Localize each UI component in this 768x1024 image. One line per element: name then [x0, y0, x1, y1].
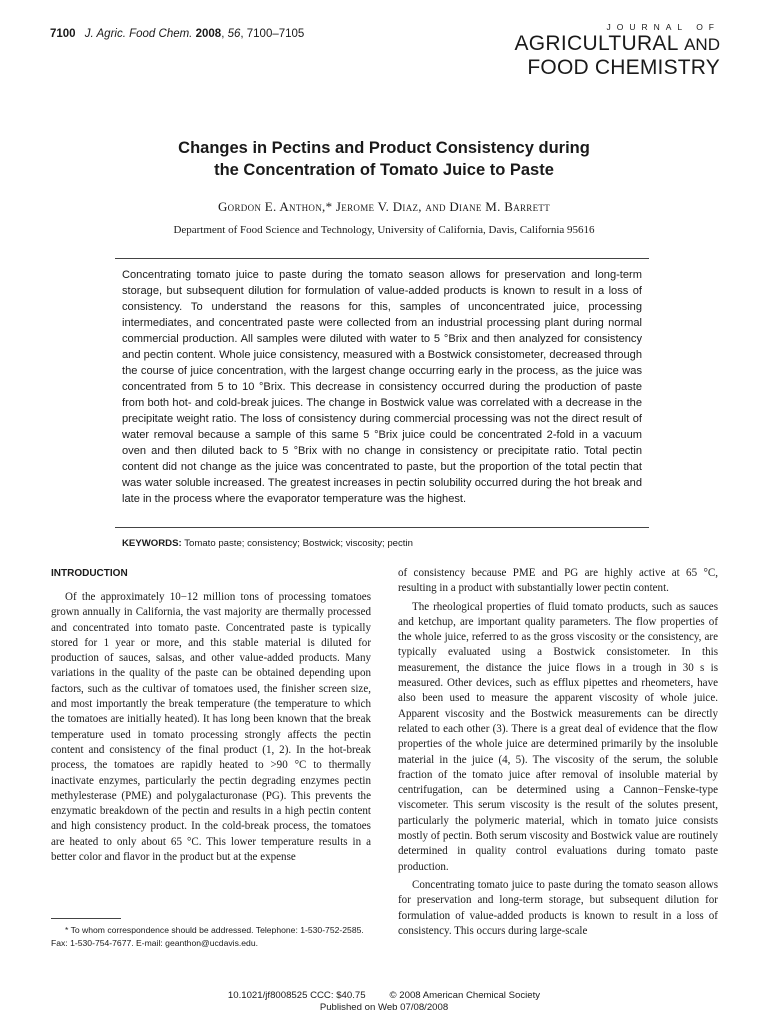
- keywords-label: KEYWORDS:: [122, 538, 182, 549]
- title-line-2: the Concentration of Tomato Juice to Paste: [214, 161, 554, 179]
- section-heading-introduction: INTRODUCTION: [51, 568, 128, 579]
- page-number: 7100: [50, 28, 76, 40]
- journal-year: 2008: [195, 28, 222, 40]
- logo-agricultural: AGRICULTURAL: [514, 32, 678, 55]
- intro-paragraph-3: Concentrating tomato juice to paste during the tomato season allows for preservation and long-term storage, but subsequent dilution for formulation of value-added products is known to result in a loss of consistency. This occurs during large-scale: [398, 878, 718, 937]
- journal-abbrev: J. Agric. Food Chem.: [84, 28, 193, 40]
- journal-logo: [430, 22, 720, 79]
- abstract: Concentrating tomato juice to paste during the tomato season allows for preservation and long-term storage, but subsequent dilution for formulation of value-added products is known to result in a loss of consistency. To understand the reasons for this, samples of unconcentrated juice, processing intermediates, and concentrated paste were collected from an industrial processing plant during normal commercial production. All samples were diluted with water to 5 °Brix and then analyzed for consistency and pectin content. Whole juice consistency, measured with a Bostwick consistometer, decreased through the course of juice concentration, with the largest change occurring early in the process, as the juice was concentrated from 5 to 10 °Brix. This decrease in consistency occurred during the production of paste from both hot- and cold-break juices. The change in Bostwick value was correlated with a decrease in the precipitate weight ratio. The loss of consistency during commercial processing was not the direct result of water removal because a sample of this same 5 °Brix juice could be concentrated 2-fold in a vacuum oven and then diluted back to 5 °Brix with no change in consistency or precipitate ratio. Total pectin content did not change as the juice was concentrated to paste, but the proportion of the total pectin that was water soluble increased. The greatest increases in pectin solubility occurred during the hot break and late in the process where the evaporator temperature was the highest.: [122, 269, 642, 505]
- journal-pages: 7100–7105: [246, 28, 305, 40]
- abstract-top-rule: [115, 258, 649, 259]
- intro-paragraph-1: Of the approximately 10−12 million tons of processing tomatoes grown annually in California, the vast majority are thermally processed and concentrated into tomato paste. Concentrated paste is typically stored for 1 year or more, and this stable material is diluted for production of sauces, salsas, and other value-added products. Many variations in the quality of the paste can be obtained depending upon factors, such as the cultivar of tomatoes used, the finisher screen size, and most importantly the break temperature (the temperature to which the tomatoes are initially heated). It has long been known that the break temperature used in tomato processing strongly affects the pectin content and consistency of the final product (1, 2). In the hot-break process, the tomatoes are rapidly heated to >90 °C to thermally inactivate enzymes, particularly the pectin degrading enzymes pectin methylesterase (PME) and polygalacturonase (PG). This prevents the enzymatic breakdown of the pectin and results in a high pectin content and high consistency product. In the cold-break process, the tomatoes are heated to only about 65 °C. This lower temperature results in a better color and flavor in the product but at the expense: [51, 591, 371, 864]
- logo-food-chemistry: FOOD CHEMISTRY: [527, 56, 720, 79]
- footnote-rule: [51, 918, 121, 919]
- body-column-right: [398, 566, 718, 939]
- footnote-text: * To whom correspondence should be addressed. Telephone: 1-530-752-2585. Fax: 1-530-754-7677. E-mail: geanthon@ucdavis.edu.: [51, 925, 364, 948]
- author-list: Gordon E. Anthon,* Jerome V. Diaz, and Diane M. Barrett: [217, 199, 551, 214]
- intro-paragraph-2: The rheological properties of fluid tomato products, such as sauces and ketchup, are important quality parameters. The flow properties of the whole juice, referred to as the gross viscosity or the consistency, are typically evaluated using a Bostwick consistometer. In this measurement, the distance the juice flows in a trough in 30 s is measured. Other devices, such as efflux pipettes and rheometers, have also been used to measure the apparent viscosity of whole juice. Apparent viscosity and the Bostwick measurements can be directly related to each other (3). There is a great deal of evidence that the flow properties of the whole juice are determined primarily by the insoluble material in the juice (4, 5). The viscosity of the serum, the soluble fraction of the tomato juice after removal of insoluble material by centrifugation, can be determined using a Cannon−Fenske-type viscometer. This serum viscosity is the result of the solutes present, particularly the polymeric material, which in tomato juice consists mostly of pectin. Both serum viscosity and Bostwick value are routinely determined in quality control evaluations during tomato paste production.: [398, 600, 718, 873]
- footer-line-1: [0, 990, 768, 1002]
- keywords: [122, 538, 662, 549]
- journal-volume: 56: [227, 28, 241, 40]
- published-date: Published on Web 07/08/2008: [319, 1002, 449, 1013]
- logo-journal-of: JOURNAL OF: [606, 22, 720, 32]
- title-line-1: Changes in Pectins and Product Consistency during: [178, 139, 590, 157]
- keywords-text: Tomato paste; consistency; Bostwick; viscosity; pectin: [184, 538, 413, 549]
- abstract-bottom-rule: [115, 527, 649, 528]
- article-title: [60, 137, 708, 181]
- intro-paragraph-continued: of consistency because PME and PG are highly active at 65 °C, resulting in a product with substantially lower pectin content.: [398, 567, 718, 595]
- doi-price: 10.1021/jf8008525 CCC: $40.75: [227, 990, 366, 1001]
- body-column-left: [51, 590, 371, 865]
- page-footer: [0, 990, 768, 1014]
- affiliation: Department of Food Science and Technology, University of California, Davis, California 95616: [173, 224, 595, 236]
- logo-and: AND: [684, 35, 720, 54]
- running-header: 7100 J. Agric. Food Chem. 2008, 56, 7100–7105: [50, 28, 305, 40]
- correspondence-footnote: [51, 924, 371, 949]
- logo-line-1: [430, 32, 720, 56]
- copyright: © 2008 American Chemical Society: [389, 990, 541, 1001]
